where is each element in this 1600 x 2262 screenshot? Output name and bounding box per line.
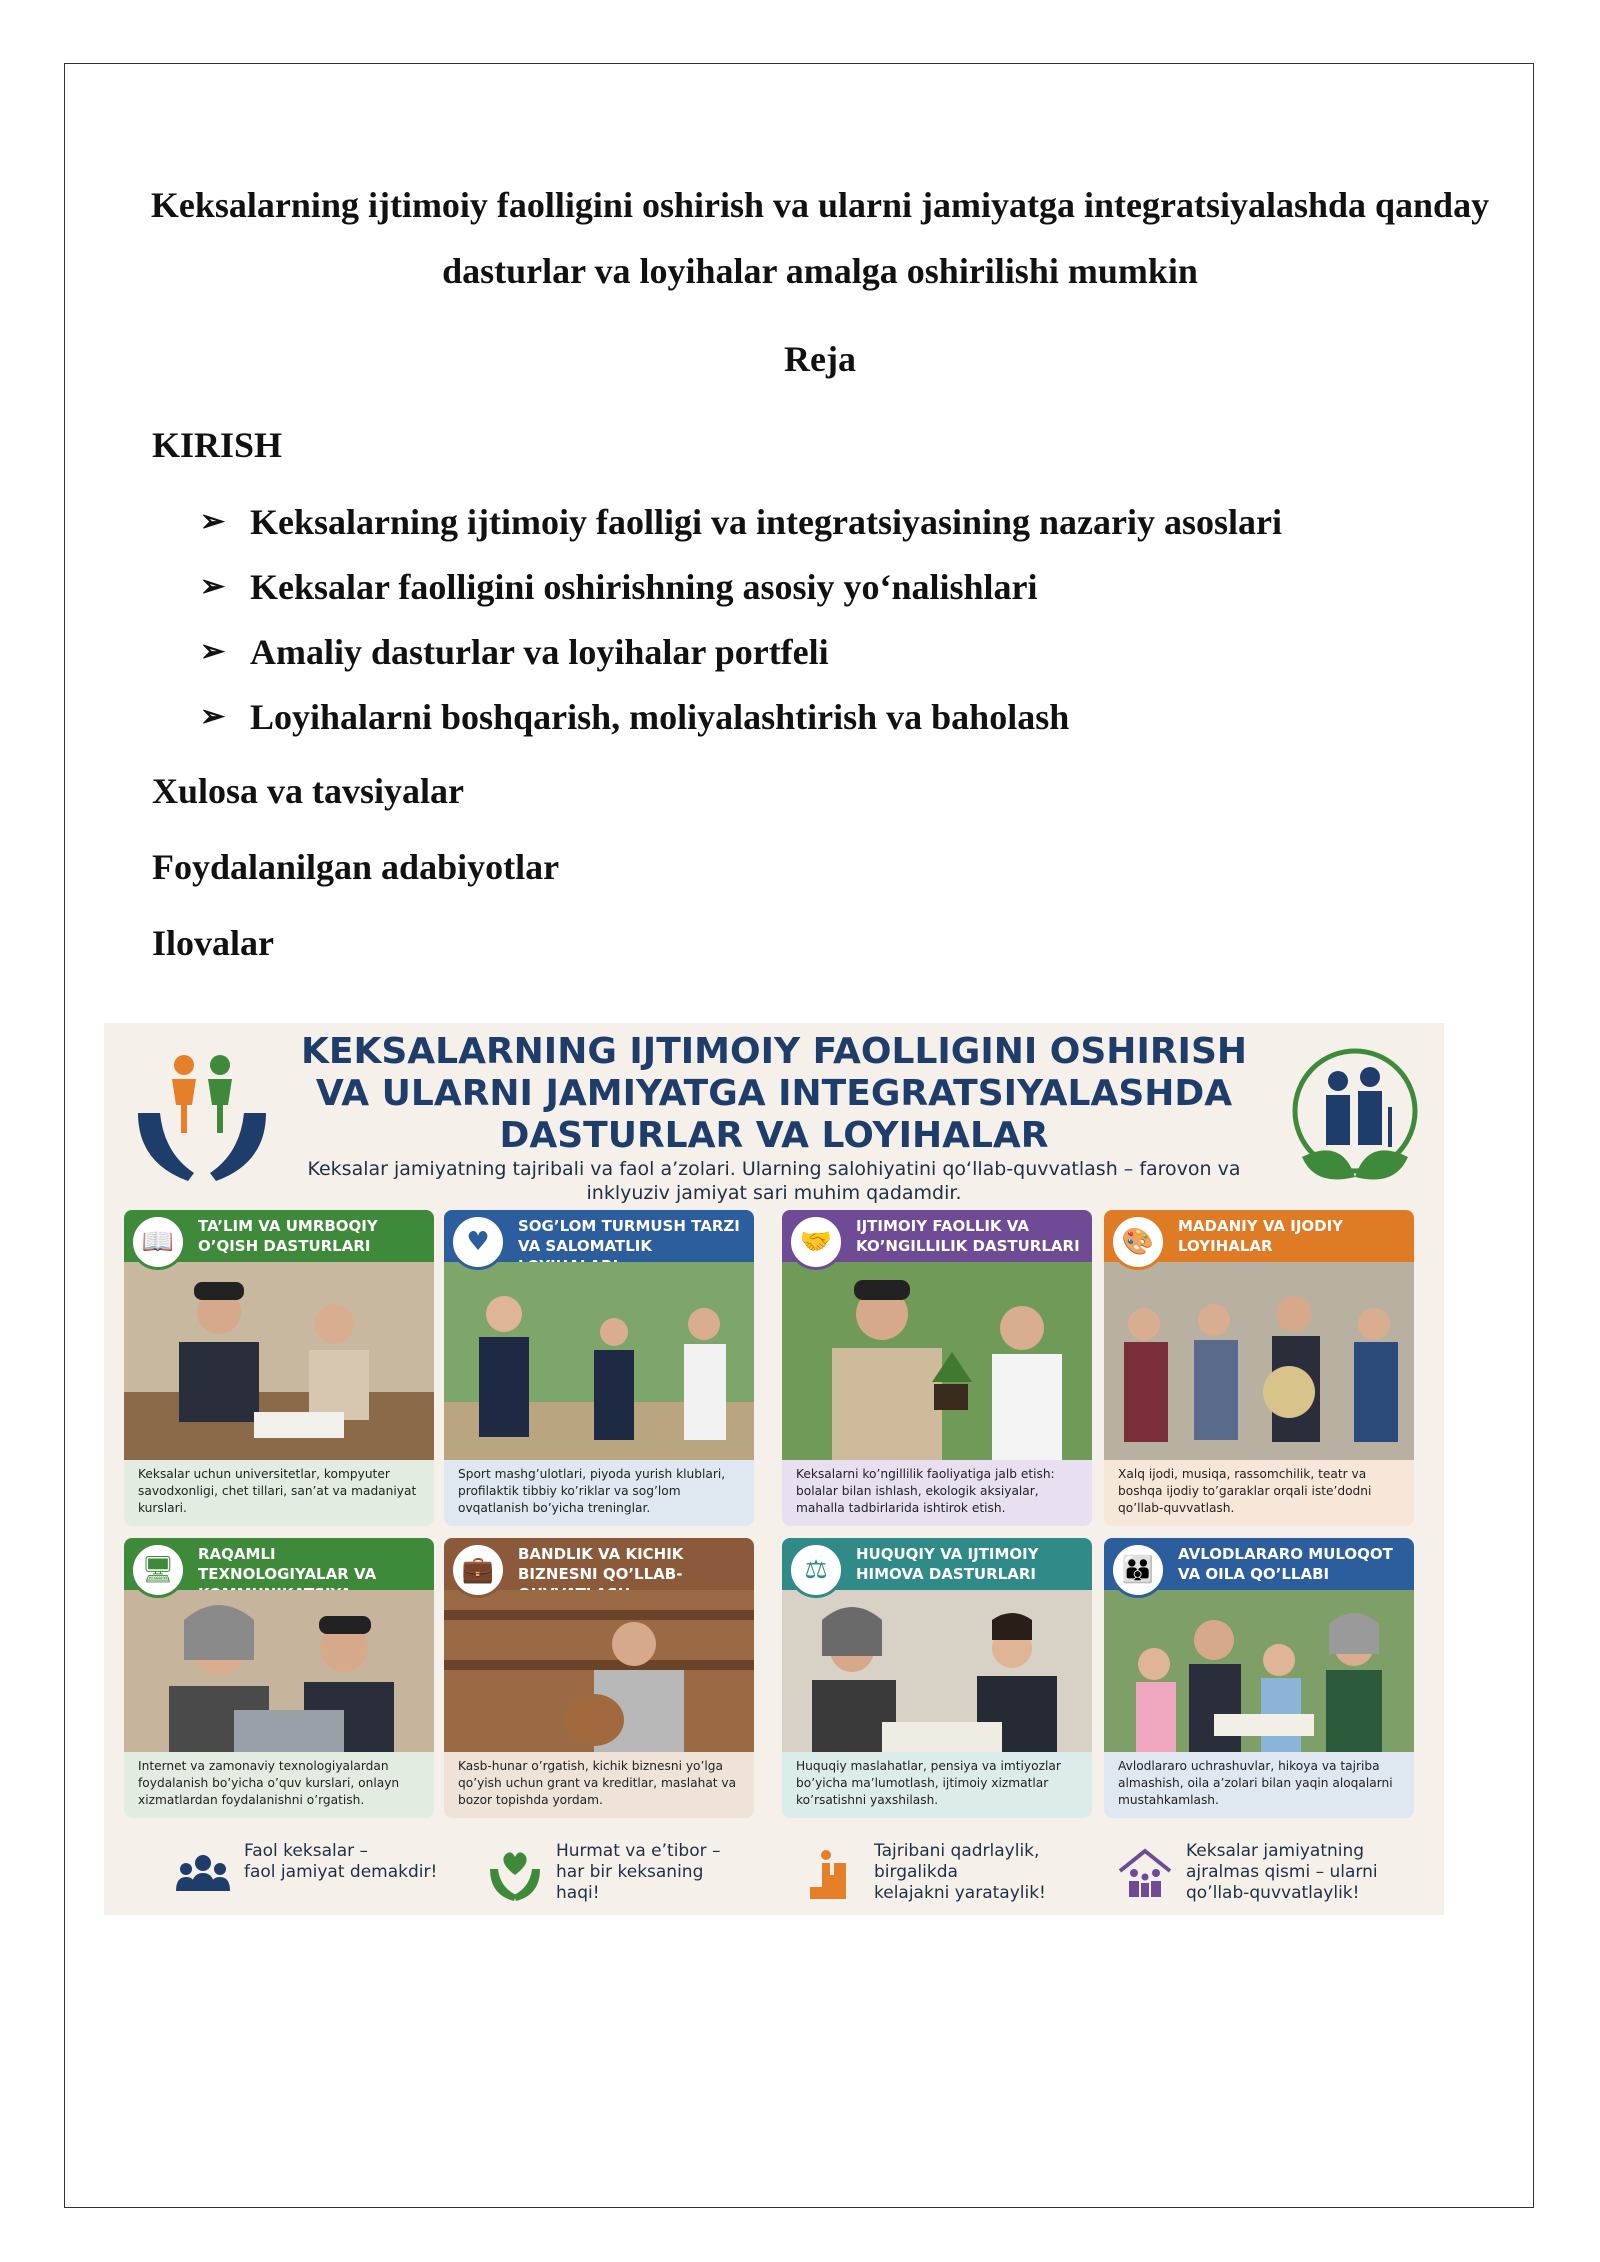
plan-item: ➢ Keksalarning ijtimoiy faolligi va integratsiyasining nazariy asoslari xyxy=(200,498,1282,563)
arrow-bullet-icon: ➢ xyxy=(200,505,226,538)
plan-item: ➢ Keksalar faolligini oshirishning asosiy yo‘nalishlari xyxy=(200,563,1282,628)
briefcase-icon: 💼 xyxy=(450,1542,506,1598)
card-legal xyxy=(782,1538,1092,1818)
card-title: SOG’LOM TURMUSH TARZI VA SALOMATLIK xyxy=(518,1217,740,1255)
elderly-couple-logo-icon xyxy=(1288,1047,1422,1185)
handshake-icon: 🤝 xyxy=(788,1214,844,1270)
footer-slogan-text: Tajribani qadrlaylik, birgalikda kelajakni yarataylik! xyxy=(874,1841,1046,1903)
card-employment xyxy=(444,1538,754,1818)
plan-item: ➢ Amaliy dasturlar va loyihalar portfeli xyxy=(200,628,1282,693)
footer-slogan-text: Faol keksalar – faol jamiyat demakdir! xyxy=(244,1841,438,1882)
card-intergenerational xyxy=(1104,1538,1414,1818)
card-description: Keksalar uchun universitetlar, kompyuter savodxonligi, chet tillari, san’at va madaniyat kurslari. xyxy=(124,1460,434,1526)
laptop-photo xyxy=(124,1590,434,1752)
people-group-icon xyxy=(174,1845,232,1903)
card-education xyxy=(124,1210,434,1526)
card-title: TA’LIM VA UMRBOQIY O’QISH DASTURLARI xyxy=(198,1217,378,1255)
card-description: Keksalarni ko’ngillilik faoliyatiga jalb etish: bolalar bilan ishlash, ekologik aksiyalar, mahalla tadbirlarida ishtirok etish. xyxy=(782,1460,1092,1526)
card-title: RAQAMLI TEXNOLOGIYALAR VA xyxy=(198,1545,377,1583)
card-title: AVLODLARARO MULOQOT VA OILA QO’LLABI xyxy=(1178,1545,1393,1583)
heart-pulse-icon: ♥ xyxy=(450,1214,506,1270)
card-digital xyxy=(124,1538,434,1818)
footer-slogan-3 xyxy=(804,1841,1064,1911)
family-reading-photo xyxy=(1104,1590,1414,1752)
footer-slogan-text: Keksalar jamiyatning ajralmas qismi – ularni qo’llab-quvvatlaylik! xyxy=(1186,1841,1378,1903)
infographic xyxy=(104,1023,1444,1915)
card-volunteering xyxy=(782,1210,1092,1526)
plan-item: ➢ Loyihalarni boshqarish, moliyalashtirish va baholash xyxy=(200,693,1282,758)
card-title: HUQUQIY VA IJTIMOIY HIMOVA DASTURLARI xyxy=(856,1545,1039,1583)
consultation-photo xyxy=(782,1590,1092,1752)
card-culture xyxy=(1104,1210,1414,1526)
card-title: IJTIMOIY FAOLLIK VA KO’NGILLILIK DASTURLARI xyxy=(856,1217,1080,1255)
classroom-photo xyxy=(124,1262,434,1460)
arrow-bullet-icon: ➢ xyxy=(200,570,226,603)
book-icon: 📖 xyxy=(130,1214,186,1270)
document-title: Keksalarning ijtimoiy faolligini oshirish va ularni jamiyatga integratsiyalashda qanday dasturlar va loyihalar amalga oshirilishi mumkin xyxy=(150,185,1490,291)
card-description: Xalq ijodi, musiqa, rassomchilik, teatr va boshqa ijodiy to’garaklar orqali iste’dodni qo’llab-quvvatlash. xyxy=(1104,1460,1414,1526)
infographic-subtitle: Keksalar jamiyatning tajribali va faol a’zolari. Ularning salohiyatini qo‘llab-quvvatlash – farovon va inklyuziv jamiyat sari muhim qadamdir. xyxy=(307,1158,1241,1204)
footer-slogan-1 xyxy=(174,1841,444,1911)
exercise-photo xyxy=(444,1262,754,1460)
footer-slogan-4 xyxy=(1116,1841,1416,1911)
card-title: MADANIY VA IJODIY LOYIHALAR xyxy=(1178,1217,1344,1255)
pottery-photo xyxy=(444,1590,754,1752)
arrow-bullet-icon: ➢ xyxy=(200,635,226,668)
card-description: Kasb-hunar o’rgatish, kichik biznesni yo’lga qo’yish uchun grant va kreditlar, maslahat va bozor topishda yordam. xyxy=(444,1752,754,1818)
hands-family-logo-icon xyxy=(132,1043,272,1193)
plan-list xyxy=(200,498,1282,758)
card-title: BANDLIK VA KICHIK BIZNESNI QO’LLAB- xyxy=(518,1545,684,1583)
footer-slogan-2 xyxy=(486,1841,746,1911)
card-health xyxy=(444,1210,754,1526)
scales-icon: ⚖ xyxy=(788,1542,844,1598)
card-description: Internet va zamonaviy texnologiyalardan foydalanish bo’yicha o’quv kurslari, onlayn xizmatlardan foydalanishni o’rgatish. xyxy=(124,1752,434,1818)
footer-slogan-text: Hurmat va e’tibor – har bir keksaning haqi! xyxy=(556,1841,721,1903)
card-description: Huquqiy maslahatlar, pensiya va imtiyozlar bo’yicha ma’lumotlash, ijtimoiy xizmatlar ko’rsatishni yaxshilash. xyxy=(782,1752,1092,1818)
planting-photo xyxy=(782,1262,1092,1460)
music-photo xyxy=(1104,1262,1414,1460)
family-home-icon xyxy=(1116,1845,1174,1903)
appendices-heading: Ilovalar xyxy=(152,923,274,963)
infographic-title: KEKSALARNING IJTIMOIY FAOLLIGINI OSHIRISH VA ULARNI JAMIYATGA INTEGRATSIYALASHDA DASTURLAR VA LOYIHALAR xyxy=(300,1031,1248,1156)
card-description: Sport mashg’ulotlari, piyoda yurish klublari, profilaktik tibbiy ko’riklar va sog’lom ovqatlanish bo’yicha treninglar. xyxy=(444,1460,754,1526)
card-description: Avlodlararo uchrashuvlar, hikoya va tajriba almashish, oila a’zolari bilan yaqin aloqalarni mustahkamlash. xyxy=(1104,1752,1414,1818)
conclusion-heading: Xulosa va tavsiyalar xyxy=(152,771,465,811)
stairs-climber-icon xyxy=(804,1845,862,1903)
intro-heading: KIRISH xyxy=(152,425,283,465)
monitor-icon: 🖥 xyxy=(130,1542,186,1598)
palette-icon: 🎨 xyxy=(1110,1214,1166,1270)
arrow-bullet-icon: ➢ xyxy=(200,700,226,733)
family-icon: 👪 xyxy=(1110,1542,1166,1598)
plan-heading: Reja xyxy=(784,339,856,379)
references-heading: Foydalanilgan adabiyotlar xyxy=(152,847,560,887)
heart-hands-icon xyxy=(486,1845,544,1903)
